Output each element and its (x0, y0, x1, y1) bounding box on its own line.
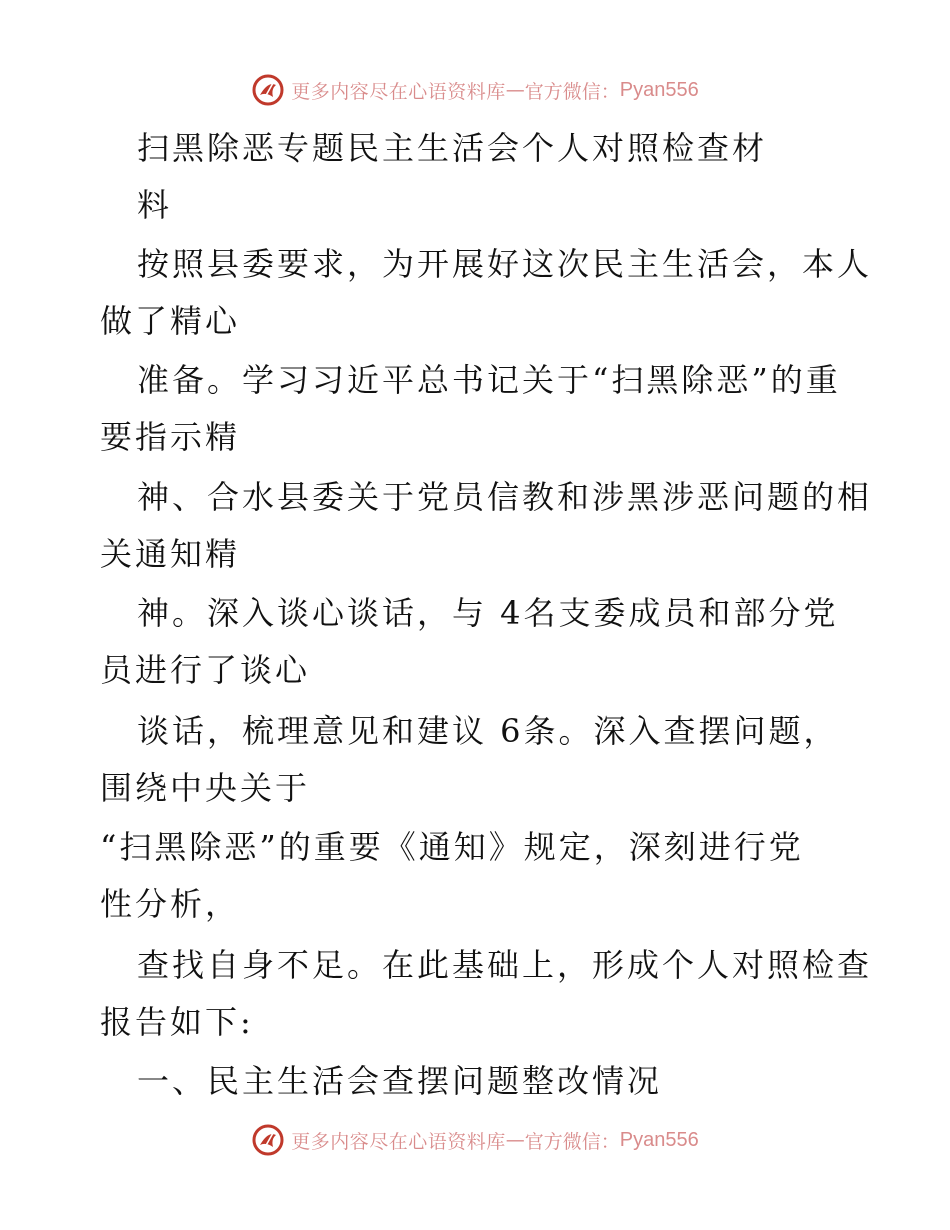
doc-line: 神。深入谈心谈话，与 4名支委成员和部分党 (137, 594, 839, 632)
doc-line: 做了精心 (100, 302, 241, 340)
doc-title-line-2: 料 (137, 186, 173, 224)
doc-line: “扫黑除恶”的重要《通知》规定，深刻进行党 (100, 828, 804, 866)
doc-line: 围绕中央关于 (100, 769, 311, 807)
doc-line: 要指示精 (100, 418, 241, 456)
watermark-wechat-id: Pyan556 (619, 1128, 699, 1151)
doc-line: 谈话，梳理意见和建议 6条。深入查摆问题， (137, 712, 839, 750)
watermark-banner-bottom (0, 1122, 950, 1158)
logo-icon (251, 1123, 285, 1157)
doc-line: 准备。学习习近平总书记关于“扫黑除恶”的重 (137, 361, 841, 399)
watermark-wechat-label: 官方微信： (524, 1130, 620, 1153)
doc-title-line-1: 扫黑除恶专题民主生活会个人对照检查材 (137, 129, 768, 167)
doc-line: 员进行了谈心 (100, 651, 311, 689)
watermark-wechat-id: Pyan556 (619, 78, 699, 101)
doc-line: 关通知精 (100, 535, 241, 573)
watermark-text: 更多内容尽在心语资料库 (291, 80, 506, 103)
doc-line: 按照县委要求，为开展好这次民主生活会，本人 (137, 245, 873, 283)
watermark-dash: — (505, 1129, 525, 1151)
doc-line: 报告如下: (100, 1003, 254, 1041)
doc-line: 查找自身不足。在此基础上，形成个人对照检查 (137, 946, 873, 984)
watermark-dash: — (505, 79, 525, 101)
doc-line: 性分析， (100, 885, 241, 923)
watermark-text: 更多内容尽在心语资料库 (291, 1130, 506, 1153)
watermark-wechat-label: 官方微信： (524, 80, 620, 103)
doc-line: 神、合水县委关于党员信教和涉黑涉恶问题的相 (137, 478, 873, 516)
doc-section-heading: 一、民主生活会查摆问题整改情况 (137, 1062, 663, 1100)
